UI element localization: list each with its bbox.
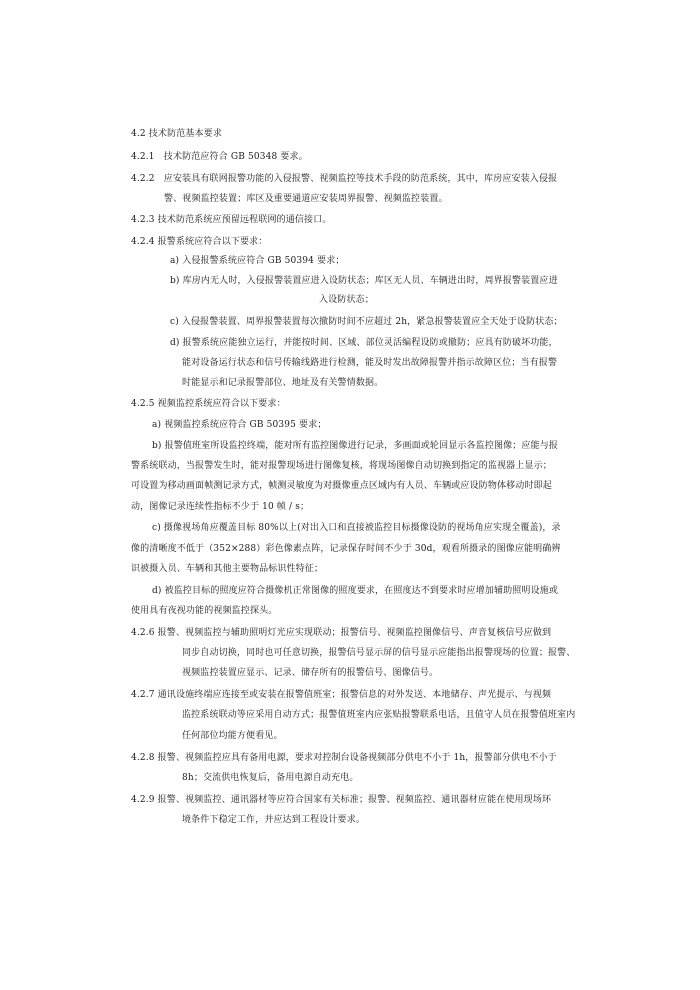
clause-4-2-6-line2: 同步自动切换，同时也可任意切换，报警信号显示屏的信号显示应能指出报警现场的位置；报警、: [182, 648, 576, 658]
clause-4-2-5-c-line3: 识被摄入员、车辆和其他主要物品标识性特征；: [131, 564, 324, 574]
clause-4-2-5-d-line2: 使用具有夜视功能的视频监控探头。: [131, 606, 278, 616]
clause-4-2-4-b-line2: 入设防状态；: [319, 295, 374, 305]
clause-4-2-5-b-line1: b) 报警值班室所设监控终端，能对所有监控图像进行记录，多画面或轮回显示各监控图像；应能与报: [152, 441, 559, 451]
clause-4-2-4-a: a) 入侵报警系统应符合 GB 50394 要求；: [170, 256, 345, 266]
clause-4-2-4-d-line2: 能对设备运行状态和信号传输线路进行检测，能及时发出故障报警并指示故障区位；当有报警: [182, 358, 558, 368]
clause-4-2-4-title: 4.2.4 报警系统应符合以下要求：: [131, 237, 268, 247]
clause-4-2-5-a: a) 视频监控系统应符合 GB 50395 要求；: [152, 420, 327, 430]
clause-4-2-7-line2: 监控系统联动等应采用自动方式；报警值班室内应张贴报警联系电话，且值守人员在报警值班室内: [182, 710, 576, 720]
clause-4-2-9-line2: 境条件下稳定工作，并应达到工程设计要求。: [182, 815, 366, 825]
section-title: 4.2 技术防范基本要求: [131, 129, 222, 139]
clause-4-2-5-d-line1: d) 被监控目标的照度应符合摄像机正常图像的照度要求，在照度达不到要求时应增加辅助照明设施或: [152, 586, 559, 596]
clause-4-2-9-line1: 4.2.9 报警、视频监控、通讯器材等应符合国家有关标准；报警、视频监控、通讯器材应能在使用现场环: [131, 795, 552, 805]
clause-4-2-8-line1: 4.2.8 报警、视频监控应具有备用电源，要求对控制台设备视频部分供电不小于 1h，报警部分供电不小于: [131, 753, 557, 763]
clause-4-2-6-line3: 视频监控装置应显示、记录、储存所有的报警信号、图像信号。: [182, 668, 439, 678]
clause-4-2-6-line1: 4.2.6 报警、视频监控与辅助照明灯光应实现联动；报警信号、视频监控图像信号、声音复核信号应做到: [131, 628, 552, 638]
clause-4-2-3: 4.2.3 技术防范系统应预留远程联网的通信接口。: [131, 215, 332, 225]
clause-4-2-2-line2: 警、视频监控装置；库区及重要通道应安装周界报警、视频监控装置。: [164, 194, 448, 204]
clause-4-2-4-d-line3: 时能显示和记录报警部位、地址及有关警情数据。: [182, 378, 384, 388]
clause-4-2-5-b-line3: 可设置为移动画面帧测记录方式，帧测灵敏度为对摄像重点区域内有人员、车辆或应设防物体移动时即起: [131, 481, 552, 491]
clause-4-2-8-line2: 8h；交流供电恢复后，备用电源自动充电。: [182, 773, 359, 783]
clause-4-2-7-line3: 任何部位均能方便看见。: [182, 731, 283, 741]
clause-4-2-5-b-line2: 警系统联动，当报警发生时，能对报警现场进行图像复核，将现场图像自动切换到指定的监视器上显示；: [131, 461, 552, 471]
clause-4-2-4-b-line1: b) 库房内无人时，入侵报警装置应进入设防状态；库区无人员、车辆进出时，周界报警装置应进: [170, 276, 558, 286]
clause-4-2-5-b-line4: 动，图像记录连续性指标不少于 10 帧 / s；: [131, 502, 310, 512]
clause-4-2-4-d-line1: d) 报警系统应能独立运行，并能按时间、区域、部位灵活编程设防或撤防；应具有防破坏功能，: [170, 338, 558, 348]
clause-4-2-1: 4.2.1 技术防范应符合 GB 50348 要求。: [131, 152, 308, 162]
clause-4-2-7-line1: 4.2.7 通讯设施终端应连接至或安装在报警值班室；报警信息的对外发送、本地储存、声光提示、与视频: [131, 690, 552, 700]
clause-4-2-5-title: 4.2.5 视频监控系统应符合以下要求：: [131, 399, 286, 409]
clause-4-2-4-c: c) 入侵报警装置、周界报警装置每次撤防时间不应超过 2h，紧急报警装置应全天处于设防状态；: [170, 317, 563, 327]
clause-4-2-2-line1: 4.2.2 应安装具有联网报警功能的入侵报警、视频监控等技术手段的防范系统，其中，库房应安装入侵报: [131, 174, 558, 184]
clause-4-2-5-c-line1: c) 摄像视场角应覆盖目标 80%以上(对出入口和直接被监控目标摄像设防的视场角应实现全覆盖)，录: [152, 523, 561, 533]
clause-4-2-5-c-line2: 像的清晰度不低于（352×288）彩色像素点阵，记录保存时间不少于 30d，观看所摄录的图像应能明确辨: [131, 544, 561, 554]
